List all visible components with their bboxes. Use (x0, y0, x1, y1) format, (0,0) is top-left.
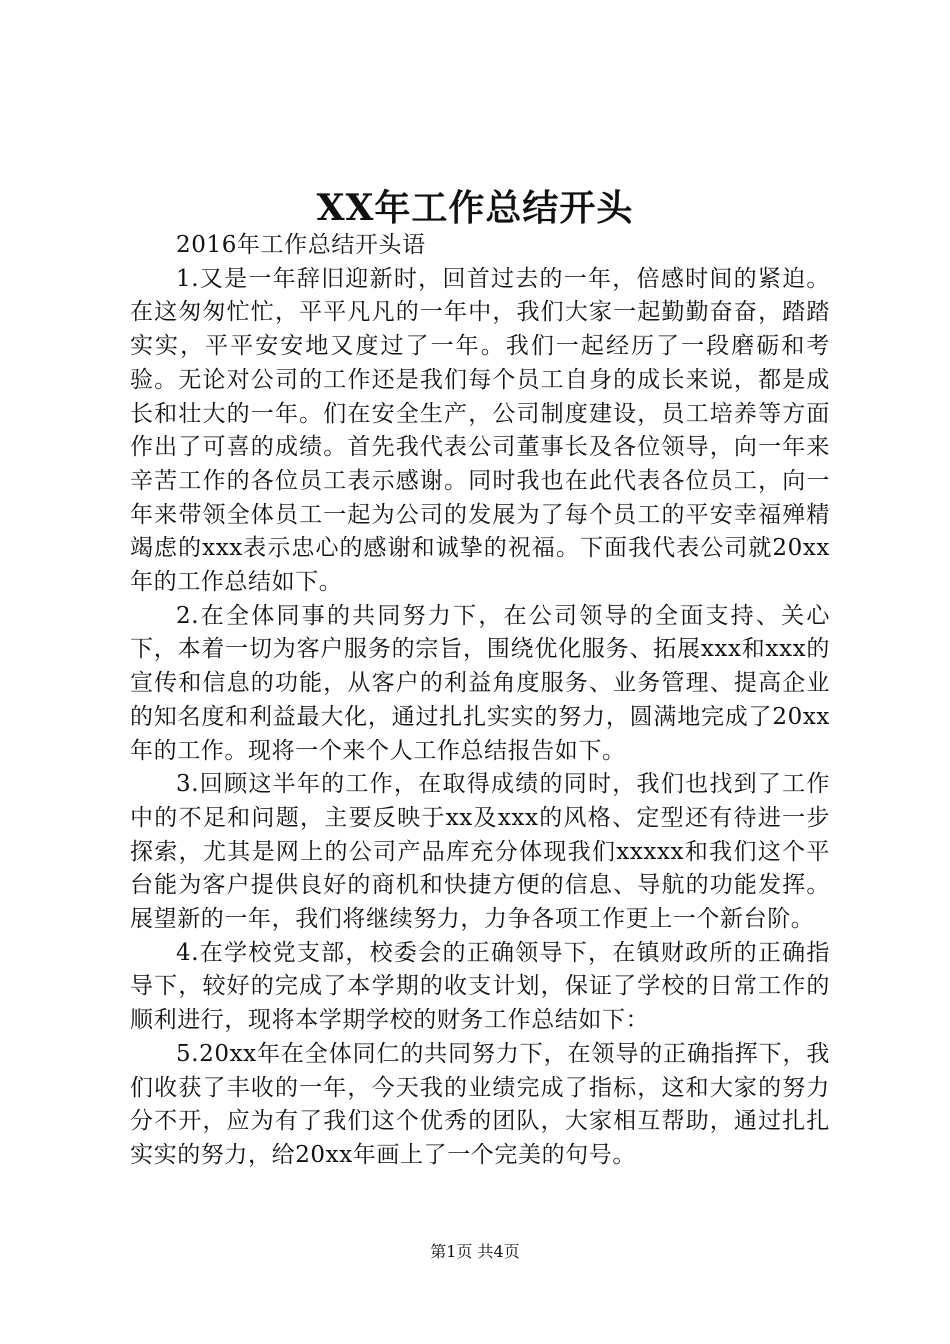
body-paragraph-5: 5.20xx年在全体同仁的共同努力下，在领导的正确指挥下，我们收获了丰收的一年，今天我的业绩完成了指标，这和大家的努力分不开，应为有了我们这个优秀的团队，大家相互帮助，通过扎扎实实的努力，给20xx年画上了一个完美的句号。 (130, 1040, 830, 1168)
document-title: XX年工作总结开头 (316, 187, 634, 229)
body-paragraph-1: 1.又是一年辞旧迎新时，回首过去的一年，倍感时间的紧迫。在这匆匆忙忙，平平凡凡的一年中，我们大家一起勤勤奋奋，踏踏实实，平平安安地又度过了一年。我们一起经历了一段磨砺和考验。无论对公司的工作还是我们每个员工自身的成长来说，都是成长和壮大的一年。们在安全生产，公司制度建设，员工培养等方面作出了可喜的成绩。首先我代表公司董事长及各位领导，向一年来辛苦工作的各位员工表示感谢。同时我也在此代表各位员工，向一年来带领全体员工一起为公司的发展为了每个员工的平安幸福殚精竭虑的xxx表示忠心的感谢和诚挚的祝福。下面我代表公司就20xx年的工作总结如下。 (130, 265, 830, 596)
document-body (130, 229, 830, 1173)
page-number-footer: 第1页 共4页 (430, 1242, 520, 1261)
subtitle-paragraph: 2016年工作总结开头语 (176, 232, 426, 258)
body-paragraph-4: 4.在学校党支部，校委会的正确领导下，在镇财政所的正确指导下，较好的完成了本学期的收支计划，保证了学校的日常工作的顺利进行，现将本学期学校的财务工作总结如下： (130, 939, 830, 1034)
body-paragraph-3: 3.回顾这半年的工作，在取得成绩的同时，我们也找到了工作中的不足和问题，主要反映于xx及xxx的风格、定型还有待进一步探索，尤其是网上的公司产品库充分体现我们xxxxx和我们这个平台能为客户提供良好的商机和快捷方便的信息、导航的功能发挥。展望新的一年，我们将继续努力，力争各项工作更上一个新台阶。 (130, 771, 830, 933)
body-paragraph-2: 2.在全体同事的共同努力下，在公司领导的全面支持、关心下，本着一切为客户服务的宗旨，围绕优化服务、拓展xxx和xxx的宣传和信息的功能，从客户的利益角度服务、业务管理、提高企业的知名度和利益最大化，通过扎扎实实的努力，圆满地完成了20xx年的工作。现将一个来个人工作总结报告如下。 (130, 602, 830, 764)
